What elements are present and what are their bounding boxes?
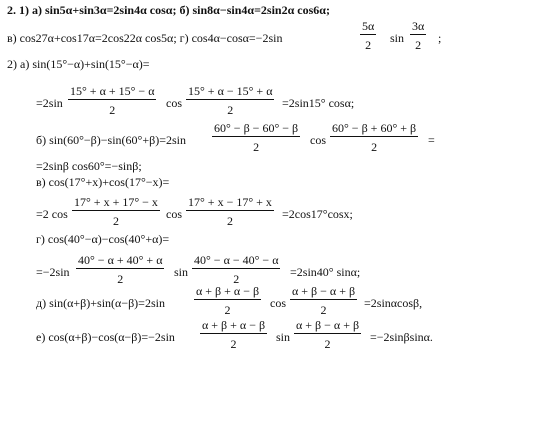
line-4-start: =2sin <box>36 96 63 110</box>
line-11-start: д) sin(α+β)+sin(α−β)=2sin <box>36 296 165 310</box>
fraction-denominator: 2 <box>365 38 372 52</box>
fraction-a <box>76 254 164 285</box>
line-2-start: в) cos27α+cos17α=2cos22α cos5α; г) cos4α−cosα=−2sin <box>7 31 283 45</box>
fraction-denominator: 2 <box>324 337 331 351</box>
line-9: г) cos(40°−α)−cos(40°+α)= <box>36 232 170 246</box>
fraction-denominator: 2 <box>226 214 233 228</box>
line-10-mid: sin <box>174 265 189 279</box>
fraction-3a-over-2 <box>410 20 426 51</box>
fraction-denominator: 2 <box>224 303 231 317</box>
fraction-numerator: 60° − β + 60° + β <box>332 121 417 135</box>
fraction-numerator: α + β − α + β <box>292 284 356 298</box>
line-11-end: =2sinαcosβ, <box>364 296 423 310</box>
line-12-mid: sin <box>276 330 291 344</box>
line-2-end: ; <box>438 31 442 45</box>
line-12-start: е) cos(α+β)−cos(α−β)=−2sin <box>36 330 175 344</box>
line-6: =2sinβ cos60°=−sinβ; <box>36 159 142 173</box>
line-4-end: =2sin15° cosα; <box>282 96 355 110</box>
fraction-denominator: 2 <box>112 214 119 228</box>
line-5-start: б) sin(60°−β)−sin(60°+β)=2sin <box>36 133 186 147</box>
line-8-start: =2 cos <box>36 207 68 221</box>
line-5-mid: cos <box>310 133 326 147</box>
line-1: 2. 1) а) sin5α+sin3α=2sin4α cosα; б) sin8α−sin4α=2sin2α cos6α; <box>7 3 330 17</box>
fraction-numerator: 40° − α − 40° − α <box>194 253 279 267</box>
fraction-denominator: 2 <box>371 140 378 154</box>
fraction-a <box>212 122 300 153</box>
line-10-end: =2sin40° sinα; <box>290 265 361 279</box>
line-2-mid: sin <box>390 31 405 45</box>
fraction-denominator: 2 <box>320 303 327 317</box>
fraction-denominator: 2 <box>415 38 422 52</box>
fraction-denominator: 2 <box>109 103 116 117</box>
fraction-denominator: 2 <box>117 272 124 286</box>
fraction-denominator: 2 <box>227 103 234 117</box>
fraction-denominator: 2 <box>253 140 260 154</box>
fraction-b <box>186 196 274 227</box>
fraction-a <box>68 85 156 116</box>
line-8-end: =2cos17°cosx; <box>282 207 353 221</box>
fraction-numerator: 5α <box>362 19 375 33</box>
fraction-b <box>192 254 280 285</box>
fraction-numerator: 3α <box>412 19 425 33</box>
fraction-b <box>290 285 357 316</box>
fraction-a <box>200 319 267 350</box>
fraction-numerator: 17° + x + 17° − x <box>74 195 158 209</box>
line-3: 2) а) sin(15°−α)+sin(15°−α)= <box>7 57 150 71</box>
fraction-denominator: 2 <box>233 272 240 286</box>
fraction-numerator: 40° − α + 40° + α <box>78 253 163 267</box>
line-12-end: =−2sinβsinα. <box>370 330 433 344</box>
line-5-end: = <box>428 133 435 147</box>
fraction-b <box>330 122 418 153</box>
fraction-numerator: 15° + α + 15° − α <box>70 84 155 98</box>
line-7: в) cos(17°+x)+cos(17°−x)= <box>36 175 170 189</box>
fraction-numerator: 15° + α − 15° + α <box>188 84 273 98</box>
line-10-start: =−2sin <box>36 265 70 279</box>
fraction-numerator: 17° + x − 17° + x <box>188 195 272 209</box>
fraction-numerator: α + β + α − β <box>202 318 266 332</box>
line-8-mid: cos <box>166 207 182 221</box>
fraction-denominator: 2 <box>230 337 237 351</box>
fraction-5a-over-2 <box>360 20 376 51</box>
line-4-mid: cos <box>166 96 182 110</box>
fraction-numerator: 60° − β − 60° − β <box>214 121 299 135</box>
fraction-numerator: α + β + α − β <box>196 284 260 298</box>
fraction-numerator: α + β − α + β <box>296 318 360 332</box>
fraction-b <box>294 319 361 350</box>
line-11-mid: cos <box>270 296 286 310</box>
fraction-a <box>72 196 160 227</box>
fraction-b <box>186 85 274 116</box>
fraction-a <box>194 285 261 316</box>
